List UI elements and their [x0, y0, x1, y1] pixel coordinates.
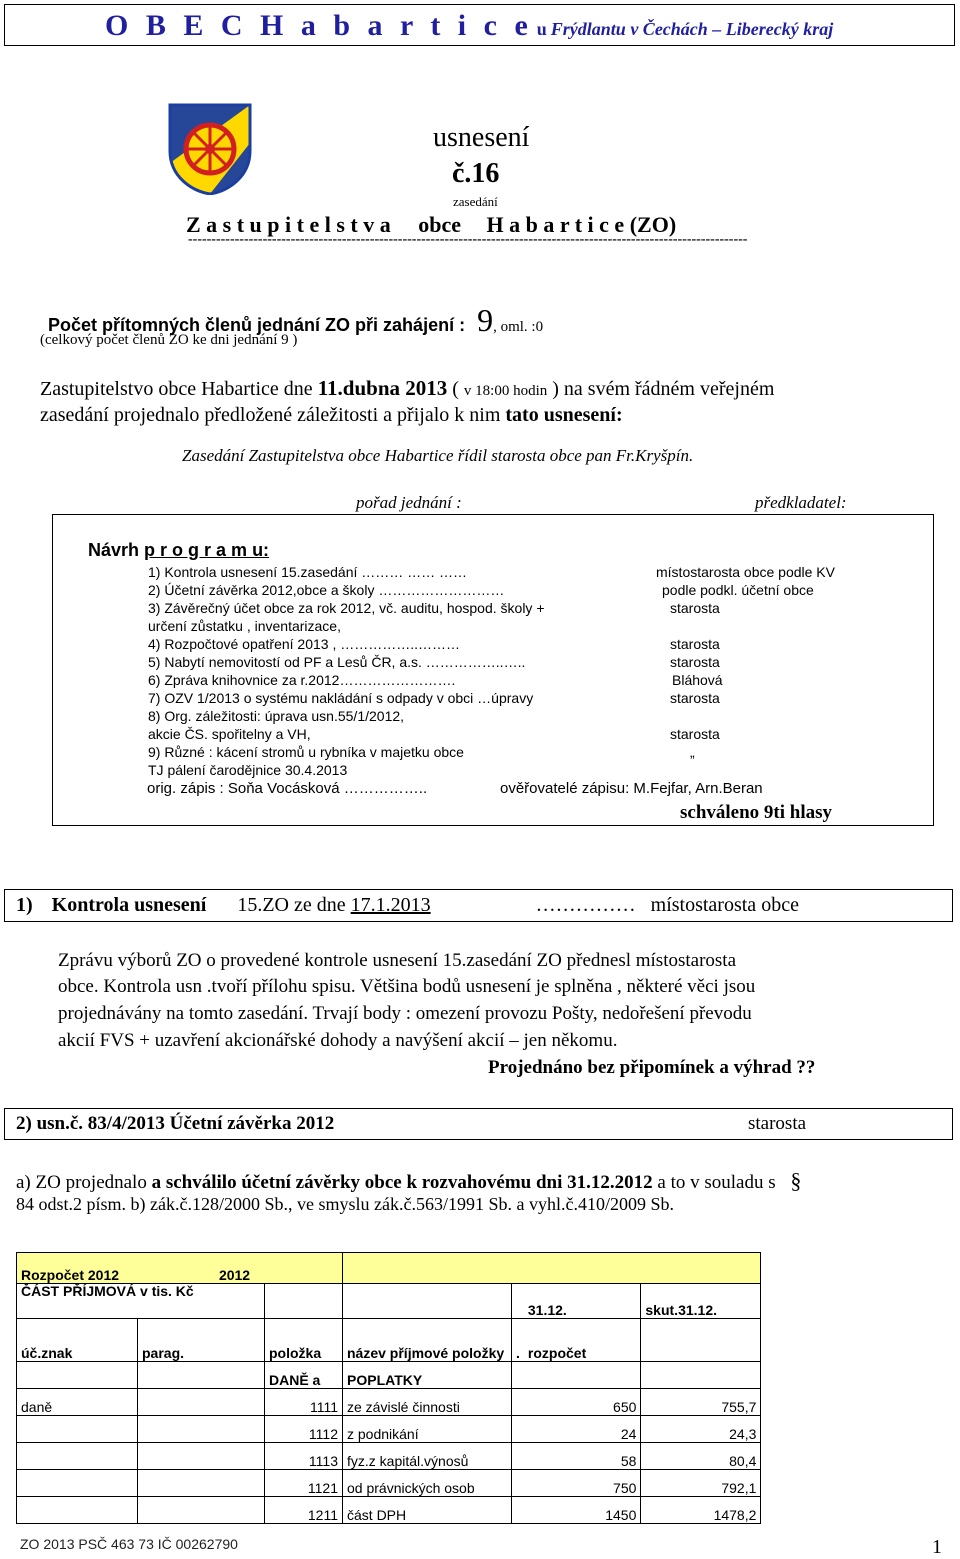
table-cell [17, 1443, 138, 1470]
table-cell [343, 1253, 761, 1284]
table-cell [641, 1319, 761, 1362]
budget-table [16, 1252, 761, 1524]
table-cell: část DPH [343, 1497, 512, 1524]
table-cell [17, 1362, 138, 1389]
table-row [17, 1497, 761, 1524]
table-row [17, 1416, 761, 1443]
table-cell: 80,4 [641, 1443, 761, 1470]
section2-title: 2) usn.č. 83/4/2013 Účetní závěrka 2012 [16, 1113, 335, 1134]
table-cell: POPLATKY [343, 1362, 512, 1389]
table-cell: 1211 [265, 1497, 343, 1524]
program-presenter: starosta [670, 636, 720, 652]
table-cell: 650 [512, 1389, 641, 1416]
section2-line2: 84 odst.2 písm. b) zák.č.128/2000 Sb., ve smyslu zák.č.563/1991 Sb. a vyhl.č.410/2009 Sb. [16, 1194, 674, 1214]
table-cell: 24 [512, 1416, 641, 1443]
section2-paragraph-sign: § [790, 1168, 802, 1193]
table-cell [17, 1416, 138, 1443]
table-cell: daně [17, 1389, 138, 1416]
intro-porad: pořad jednání : [356, 493, 462, 512]
table-row [17, 1362, 761, 1389]
program-presenter: starosta [670, 726, 720, 742]
program-item: 4) Rozpočtové opatření 2013 , ……………..……… [148, 636, 461, 652]
table-cell [17, 1497, 138, 1524]
section1-title: Kontrola usnesení [51, 894, 207, 916]
table-cell [512, 1284, 524, 1319]
intro-text-a: Zastupitelstvo obce Habartice dne [40, 378, 313, 400]
program-item: TJ pálení čarodějnice 30.4.2013 [148, 762, 348, 778]
program-item: 7) OZV 1/2013 o systému nakládání s odpady v obci …úpravy [148, 690, 534, 706]
attendance-count: 9 [477, 302, 494, 338]
program-item: 5) Nabytí nemovitostí od PF a Lesů ČR, a.s. ……………..….. [148, 654, 526, 670]
table-cell: 1113 [265, 1443, 343, 1470]
program-presenter: místostarosta obce podle KV [656, 564, 835, 580]
heading-zasedani: zasedání [453, 194, 498, 209]
table-cell: 755,7 [641, 1389, 761, 1416]
table-cell: od právnických osob [343, 1470, 512, 1497]
table-row [17, 1443, 761, 1470]
intro-text-b: ) na svém řádném veřejném [552, 378, 775, 400]
table-cell [138, 1362, 265, 1389]
banner-subtitle: Frýdlantu v Čechách – Liberecký kraj [550, 19, 834, 39]
table-cell: 750 [512, 1470, 641, 1497]
banner-u: u [536, 19, 547, 39]
attendance-total: (celkový počet členů ZO ke dni jednání 9 ) [40, 332, 298, 348]
table-row [17, 1253, 761, 1284]
table-cell [265, 1284, 343, 1319]
table-cell: 1121 [265, 1470, 343, 1497]
program-item: 2) Účetní závěrka 2012,obce a školy ……………………… [148, 582, 505, 598]
section2-a1c: a to v souladu s [657, 1172, 776, 1193]
heading-dashes: ------------------------------------------------------------------------------------------------------------------------ [188, 232, 748, 247]
intro-line1 [40, 376, 774, 401]
section1-p3: projednávány na tomto zasedání. Trvají body : omezení provozu Pošty, nedořešení převodu [58, 1003, 752, 1024]
section1-header [16, 894, 799, 917]
table-cell [138, 1416, 265, 1443]
section2-line1 [16, 1168, 801, 1194]
program-title [88, 540, 269, 561]
table-cell: ČÁST PŘÍJMOVÁ v tis. Kč [17, 1284, 265, 1319]
program-item: určení zůstatku , inventarizace, [148, 618, 341, 634]
table-cell: název příjmové položky [343, 1319, 512, 1362]
program-item: akcie ČS. spořitelny a VH, [148, 726, 311, 742]
coat-of-arms-icon [168, 103, 252, 195]
table-row [17, 1389, 761, 1416]
table-row [17, 1284, 761, 1319]
program-item: 1) Kontrola usnesení 15.zasedání ……… …… …… [148, 564, 468, 580]
heading-usneseni: usnesení [433, 122, 530, 153]
section1-num: 1) [16, 894, 33, 916]
budget-title: Rozpočet 2012 [21, 1267, 120, 1283]
intro-date: 11.dubna 2013 [317, 376, 448, 400]
footer-page-number: 1 [932, 1536, 942, 1558]
section2-a1a: a) ZO projednalo [16, 1172, 147, 1193]
table-cell: z podnikání [343, 1416, 512, 1443]
section1-ref: 15.ZO ze dne [237, 894, 346, 916]
intro-predkladatel: předkladatel: [755, 493, 847, 512]
intro-line2 [40, 404, 623, 427]
program-presenter: starosta [670, 654, 720, 670]
budget-year: 2012 [218, 1267, 251, 1283]
attendance-oml: , oml. :0 [493, 319, 544, 335]
section2-by: starosta [748, 1113, 807, 1134]
table-cell [138, 1497, 265, 1524]
heading-zast: Z a s t u p i t e l s t v a [186, 212, 391, 237]
table-cell: 1112 [265, 1416, 343, 1443]
section1-p4: akcií FVS + uzavření akcionářské dohody a navýšení akcií – jen někomu. [58, 1030, 618, 1051]
attendance-label: Počet přítomných členů jednání ZO při zahájení : [48, 315, 466, 335]
table-cell: 1111 [265, 1389, 343, 1416]
table-row [17, 1470, 761, 1497]
table-cell [17, 1470, 138, 1497]
section1-p2: obce. Kontrola usn .tvoří přílohu spisu. Většina bodů usnesení je splněna , některé věci jsou [58, 976, 756, 997]
intro-paren: ( [452, 378, 459, 400]
banner-title: O B E C H a b a r t i c e [105, 9, 533, 42]
program-presenter: podle podkl. účetní obce [662, 582, 814, 598]
heading-zo: (ZO) [629, 212, 677, 237]
table-cell: 1450 [512, 1497, 641, 1524]
section1-by: místostarosta obce [650, 894, 799, 916]
table-cell [512, 1362, 641, 1389]
header-banner [4, 4, 955, 46]
table-cell: . [512, 1319, 524, 1362]
program-item: 9) Různé : kácení stromů u rybníka v majetku obce [148, 744, 464, 760]
program-presenter: Bláhová [672, 672, 723, 688]
table-cell [641, 1362, 761, 1389]
program-title-a: Návrh [88, 540, 140, 560]
banner-title-line [105, 9, 833, 43]
table-cell: parag. [138, 1319, 265, 1362]
program-presenter: „ [690, 744, 695, 760]
program-presenter: starosta [670, 690, 720, 706]
table-cell [138, 1443, 265, 1470]
intro-text-c: zasedání projednalo předložené záležitosti a přijalo k nim [40, 404, 501, 426]
table-row [17, 1319, 761, 1362]
table-cell: 24,3 [641, 1416, 761, 1443]
program-title-b: p r o g r a m u: [144, 540, 270, 560]
table-cell: ze závislé činnosti [343, 1389, 512, 1416]
table-cell: DANĚ a [265, 1362, 343, 1389]
program-item: 6) Zpráva knihovnice za r.2012……………………. [148, 672, 456, 688]
table-cell: 1478,2 [641, 1497, 761, 1524]
section1-date: 17.1.2013 [350, 894, 431, 916]
footer-info: ZO 2013 PSČ 463 73 IČ 00262790 [20, 1536, 238, 1552]
intro-text-d: tato usnesení: [505, 404, 623, 426]
table-cell: skut.31.12. [641, 1284, 761, 1319]
program-presenter: starosta [670, 600, 720, 616]
program-orig: orig. zápis : Soňa Vocásková …………….. [147, 780, 428, 797]
table-cell: položka [265, 1319, 343, 1362]
section1-dots: …………… [535, 894, 636, 916]
table-cell: 792,1 [641, 1470, 761, 1497]
section1-result: Projednáno bez připomínek a výhrad ?? [488, 1057, 816, 1078]
program-approved: schváleno 9ti hlasy [680, 802, 833, 823]
heading-obce: obce [418, 212, 462, 237]
table-cell: fyz.z kapitál.výnosů [343, 1443, 512, 1470]
intro-chaired: Zasedání Zastupitelstva obce Habartice řídil starosta obce pan Fr.Kryšpín. [182, 446, 694, 465]
table-cell [138, 1389, 265, 1416]
heading-habartice: H a b a r t i c e [486, 212, 625, 237]
program-verify: ověřovatelé zápisu: M.Fejfar, Arn.Beran [500, 780, 763, 797]
table-cell: úč.znak [17, 1319, 138, 1362]
section2-a1b: a schválilo účetní závěrky obce k rozvahovému dni 31.12.2012 [151, 1172, 653, 1193]
table-cell: 58 [512, 1443, 641, 1470]
section1-p1: Zprávu výborů ZO o provedené kontrole usnesení 15.zasedání ZO přednesl místostarosta [58, 950, 737, 971]
intro-time: v 18:00 hodin [463, 383, 548, 399]
heading-number: č.16 [452, 158, 500, 189]
table-cell: rozpočet [524, 1319, 641, 1362]
table-cell: 31.12. [524, 1284, 641, 1319]
table-cell [138, 1470, 265, 1497]
program-item: 3) Závěrečný účet obce za rok 2012, vč. auditu, hospod. školy + [148, 600, 545, 616]
table-cell [343, 1284, 512, 1319]
table-cell [17, 1253, 343, 1284]
program-item: 8) Org. záležitosti: úprava usn.55/1/2012, [148, 708, 405, 724]
